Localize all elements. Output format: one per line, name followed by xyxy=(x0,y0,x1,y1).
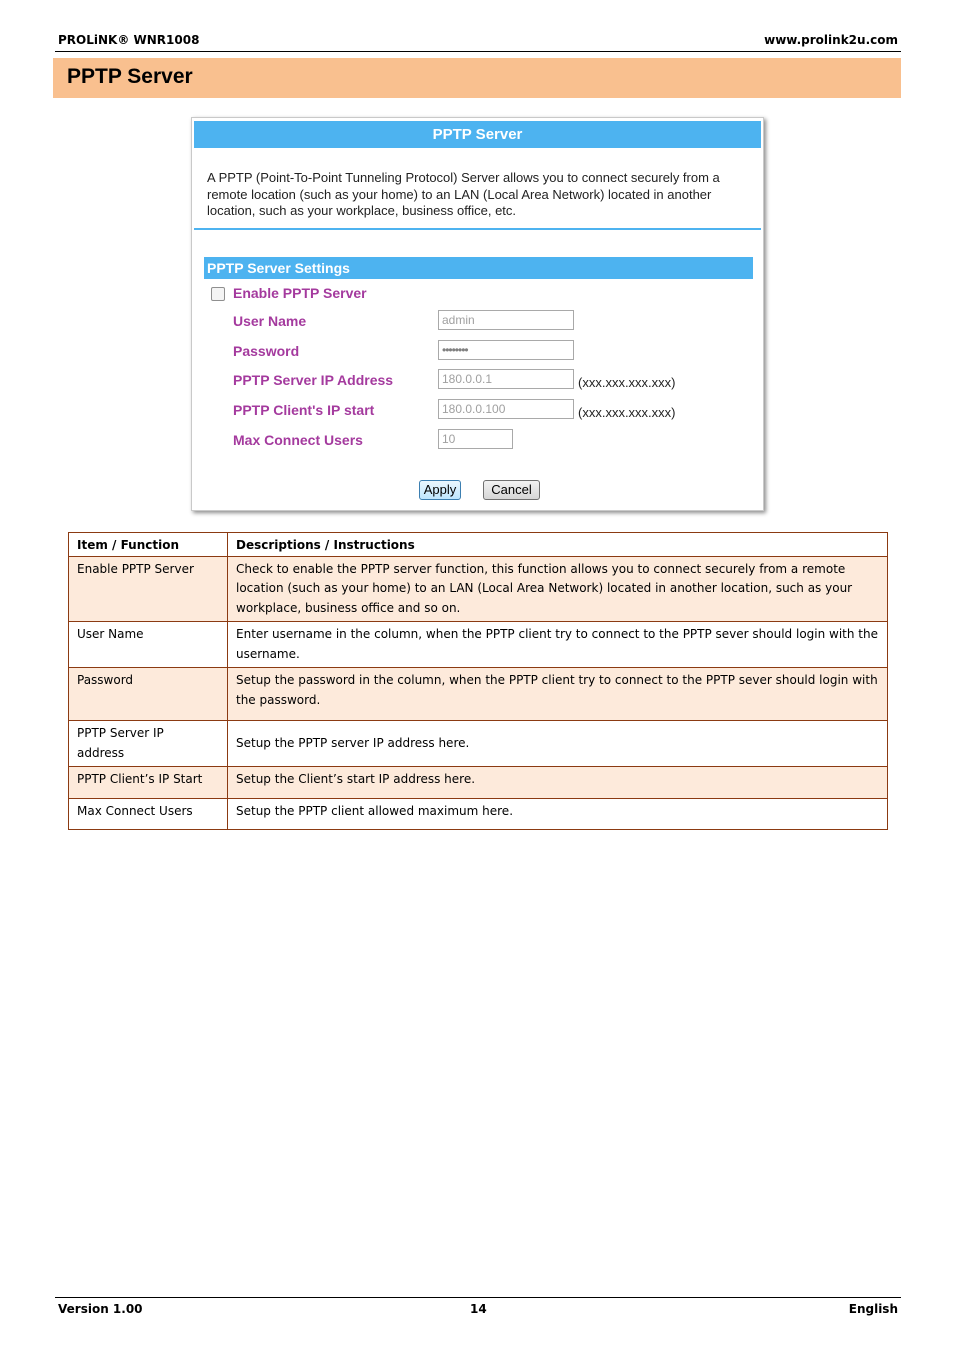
footer-divider xyxy=(55,1297,901,1298)
max-users-label: Max Connect Users xyxy=(233,432,363,448)
panel-description: A PPTP (Point-To-Point Tunneling Protocol) Server allows you to connect securely from a remote location (such as your home) to an LAN (Local Area Network) located in another location, such as your workplace, business office, etc. xyxy=(207,170,720,218)
server-ip-input[interactable]: 180.0.0.1 xyxy=(438,369,574,389)
table-row xyxy=(69,767,888,799)
cancel-button[interactable]: Cancel xyxy=(483,480,540,500)
table-cell-description: Setup the Client’s start IP address here. xyxy=(228,767,888,799)
apply-button[interactable]: Apply xyxy=(419,480,461,500)
table-cell-description: Check to enable the PPTP server function, this function allows you to connect securely from a remote location (such as your home) to an LAN (Local Area Network) located in another location, such as your workplace, business office and so on. xyxy=(228,556,888,622)
panel-title: PPTP Server xyxy=(194,121,761,148)
client-ip-start-label: PPTP Client's IP start xyxy=(233,402,375,418)
footer-version: Version 1.00 xyxy=(58,1302,143,1316)
description-table xyxy=(68,532,888,830)
password-label: Password xyxy=(233,343,300,359)
table-cell-description: Setup the PPTP client allowed maximum here. xyxy=(228,798,888,830)
header-product: PROLiNK® WNR1008 xyxy=(58,33,200,47)
settings-heading: PPTP Server Settings xyxy=(204,257,753,279)
table-header-description: Descriptions / Instructions xyxy=(228,533,888,557)
footer-page-number: 14 xyxy=(470,1302,487,1316)
table-cell-item: PPTP Server IP address xyxy=(69,721,228,767)
client-ip-start-input[interactable]: 180.0.0.100 xyxy=(438,399,574,419)
header-divider xyxy=(55,51,901,52)
table-cell-item: Max Connect Users xyxy=(69,798,228,830)
table-row xyxy=(69,721,888,767)
server-ip-label: PPTP Server IP Address xyxy=(233,372,394,388)
table-cell-item: Password xyxy=(69,668,228,721)
table-row xyxy=(69,622,888,668)
table-cell-item: User Name xyxy=(69,622,228,668)
user-name-input[interactable]: admin xyxy=(438,310,574,330)
client-ip-start-hint: (xxx.xxx.xxx.xxx) xyxy=(578,405,676,420)
table-row xyxy=(69,798,888,830)
server-ip-hint: (xxx.xxx.xxx.xxx) xyxy=(578,375,676,390)
user-name-label: User Name xyxy=(233,313,307,329)
table-cell-description: Enter username in the column, when the PPTP client try to connect to the PPTP sever should login with the username. xyxy=(228,622,888,668)
section-title-bar xyxy=(53,58,901,98)
table-row xyxy=(69,668,888,721)
table-cell-item: Enable PPTP Server xyxy=(69,556,228,622)
enable-pptp-label: Enable PPTP Server xyxy=(233,285,367,301)
table-header-row xyxy=(69,533,888,557)
max-users-input[interactable]: 10 xyxy=(438,429,513,449)
pptp-server-screenshot xyxy=(191,117,764,511)
footer-language: English xyxy=(848,1302,898,1316)
table-header-item: Item / Function xyxy=(69,533,228,557)
table-cell-description: Setup the password in the column, when the PPTP client try to connect to the PPTP sever should login with the password. xyxy=(228,668,888,721)
table-cell-description: Setup the PPTP server IP address here. xyxy=(228,721,888,767)
enable-pptp-checkbox[interactable] xyxy=(211,287,225,301)
password-input[interactable]: •••••••• xyxy=(438,340,574,360)
section-title: PPTP Server xyxy=(67,65,193,88)
header-website: www.prolink2u.com xyxy=(764,33,898,47)
table-cell-item: PPTP Client’s IP Start xyxy=(69,767,228,799)
table-row xyxy=(69,556,888,622)
panel-divider xyxy=(194,228,761,230)
